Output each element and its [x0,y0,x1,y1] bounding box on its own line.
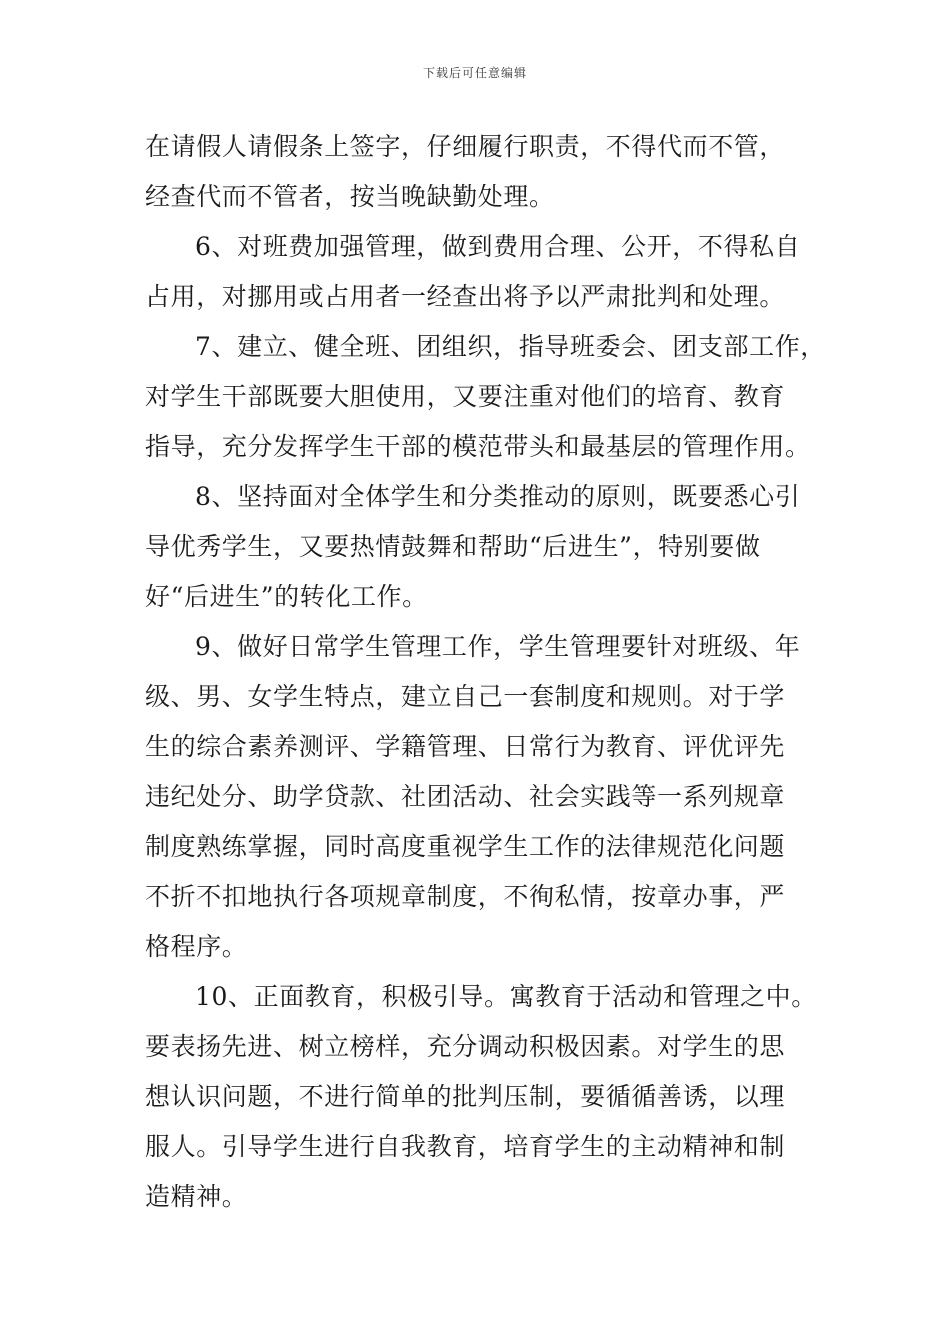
paragraph-item-7 [145,322,826,472]
paragraph-item-10 [145,972,817,1222]
text-line: 想认识问题，不进行简单的批判压制，要循循善诱，以理 [145,1082,786,1111]
text-line: 经查代而不管者，按当晚缺勤处理。 [145,182,555,211]
text-line: 违纪处分、助学贷款、社团活动、社会实践等一系列规章 [145,782,786,811]
text-line: 在请假人请假条上签字，仔细履行职责，不得代而不管， [145,132,786,161]
text-line: 不折不扣地执行各项规章制度，不徇私情，按章办事，严 [145,882,786,911]
paragraph-item-6 [145,222,811,322]
text-line: 9、做好日常学生管理工作，学生管理要针对班级、年 [195,632,801,661]
text-line: 7、建立、健全班、团组织，指导班委会、团支部工作， [195,332,826,361]
text-line: 6、对班费加强管理，做到费用合理、公开，不得私自 [195,232,801,261]
text-line: 制度熟练掌握，同时高度重视学生工作的法律规范化问题 [145,832,786,861]
text-line: 造精神。 [145,1182,248,1211]
text-line: 导优秀学生，又要热情鼓舞和帮助“后进生”，特别要做 [145,532,761,561]
text-line: 指导，充分发挥学生干部的模范带头和最基层的管理作用。 [145,432,811,461]
text-line: 对学生干部既要大胆使用，又要注重对他们的培育、教育 [145,382,786,411]
text-line: 8、坚持面对全体学生和分类推动的原则，既要悉心引 [195,482,801,511]
text-line: 10、正面教育，积极引导。寓教育于活动和管理之中。 [195,982,817,1011]
text-line: 占用，对挪用或占用者一经查出将予以严肃批判和处理。 [145,282,786,311]
paragraph-item-8 [145,472,811,622]
page-header: 下载后可任意编辑 [422,66,527,80]
paragraph-item-9 [145,622,811,972]
text-line: 好“后进生”的转化工作。 [145,582,428,611]
paragraph-continuation [145,122,811,222]
text-line: 格程序。 [145,932,248,961]
text-line: 级、男、女学生特点，建立自己一套制度和规则。对于学 [145,682,786,711]
document-body [145,122,826,1222]
text-line: 生的综合素养测评、学籍管理、日常行为教育、评优评先 [145,732,786,761]
text-line: 服人。引导学生进行自我教育，培育学生的主动精神和制 [145,1132,786,1161]
text-line: 要表扬先进、树立榜样，充分调动积极因素。对学生的思 [145,1032,786,1061]
